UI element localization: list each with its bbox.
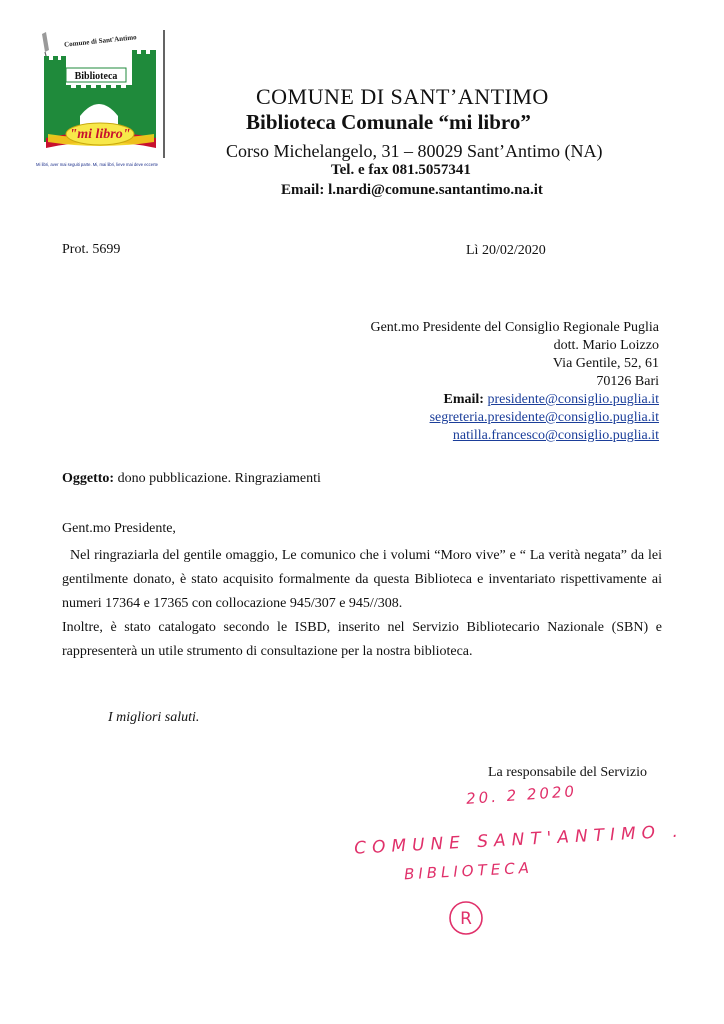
library-logo xyxy=(36,30,168,176)
body-paragraph-2: Inoltre, è stato catalogato secondo le ISBD, inserito nel Servizio Bibliotecario Nazionale (SBN) e rappresenterà un utile strumento di consultazione per la nostra biblioteca. xyxy=(62,620,662,659)
protocol-number: Prot. 5699 xyxy=(62,242,121,257)
header-subtitle: Biblioteca Comunale “mi libro” xyxy=(246,110,531,134)
header-phone: Tel. e fax 081.5057341 xyxy=(331,162,471,178)
mark-letter: R xyxy=(460,909,472,929)
letter-body xyxy=(62,544,662,664)
handwritten-date: 20. 2 2020 xyxy=(465,782,578,808)
header-title: COMUNE DI SANT’ANTIMO xyxy=(256,84,549,109)
recipient-email-label: Email: xyxy=(443,392,484,407)
library-logo-graphic xyxy=(36,30,168,160)
letter-date: Lì 20/02/2020 xyxy=(466,243,546,258)
header-address: Corso Michelangelo, 31 – 80029 Sant’Antimo (NA) xyxy=(226,141,603,161)
logo-town-text: Comune di Sant'Antimo xyxy=(63,33,137,49)
subject-label: Oggetto: xyxy=(62,471,115,486)
recipient-block xyxy=(370,319,659,445)
subject-text: dono pubblicazione. Ringraziamenti xyxy=(114,471,321,486)
recipient-email-link-2[interactable]: segreteria.presidente@consiglio.puglia.it xyxy=(429,410,659,425)
handwritten-stamp-line-1: COMUNE SANT'ANTIMO . xyxy=(353,821,685,859)
body-paragraph-1: Nel ringraziarla del gentile omaggio, Le comunico che i volumi “Moro vive” e “ La verità negata” da lei gentilmente donato, è stato acquisito formalmente da questa Biblioteca e inventariato rispettivamente ai numeri 17364 e 17365 con collocazione 945/307 e 945//308. xyxy=(62,548,662,611)
logo-library-text: Biblioteca xyxy=(74,71,118,82)
recipient-email-link-3[interactable]: natilla.francesco@consiglio.puglia.it xyxy=(452,428,659,443)
recipient-title: Gent.mo Presidente del Consiglio Regionale Puglia xyxy=(370,320,659,335)
subject-line xyxy=(62,468,321,490)
recipient-email-row xyxy=(370,391,659,409)
logo-brand-text: "mi libro" xyxy=(69,127,131,142)
circle-mark-icon xyxy=(446,898,486,938)
recipient-street: Via Gentile, 52, 61 xyxy=(552,356,659,371)
closing-greeting: I migliori saluti. xyxy=(108,710,200,725)
handwritten-received-mark xyxy=(446,898,486,938)
handwritten-stamp-line-2: BIBLIOTECA xyxy=(403,858,534,884)
header-email: Email: l.nardi@comune.santantimo.na.it xyxy=(281,182,543,198)
recipient-name: dott. Mario Loizzo xyxy=(553,338,659,353)
recipient-email-link-1[interactable]: presidente@consiglio.puglia.it xyxy=(487,392,659,407)
salutation: Gent.mo Presidente, xyxy=(62,521,176,536)
recipient-city: 70126 Bari xyxy=(596,374,659,389)
signer-role: La responsabile del Servizio xyxy=(488,765,648,780)
logo-motto: Mi libri, aver mai seguiti parte. Mi, mai libri, lieve mai deve eccerte xyxy=(36,162,158,167)
